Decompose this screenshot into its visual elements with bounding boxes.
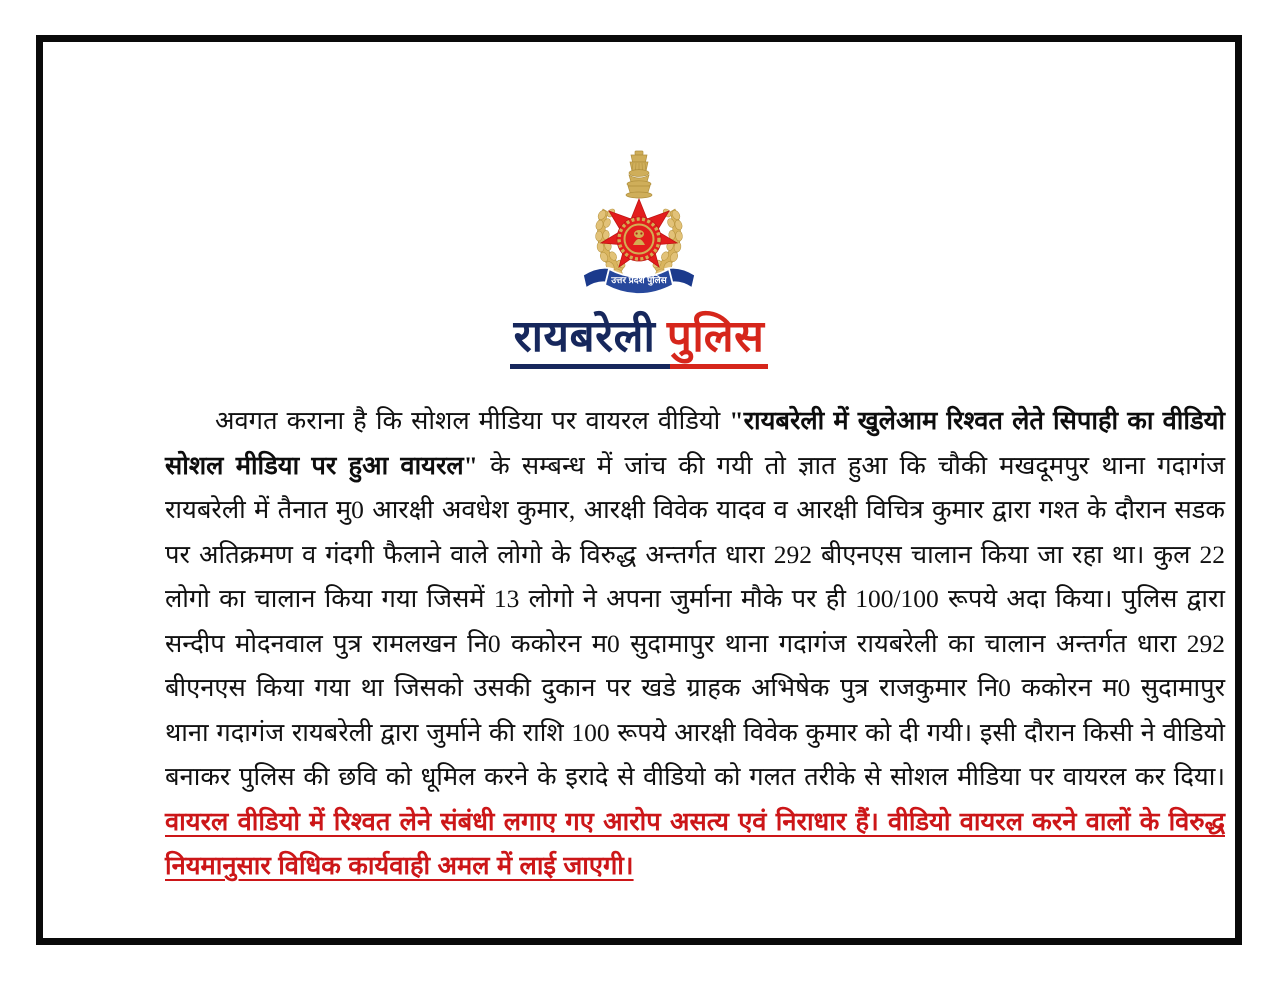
emblem-container — [43, 147, 1235, 307]
title-rule-blue-segment — [510, 364, 670, 369]
page-title — [43, 314, 1235, 360]
body-segment-quoted-headline: "रायबरेली में खुलेआम रिश्वत लेते सिपाही का वीडियो सोशल मीडिया पर हुआ वायरल" — [165, 406, 1225, 480]
body-segment-details: के सम्बन्ध में जांच की गयी तो ज्ञात हुआ कि चौकी मखदूमपुर थाना गदागंज रायबरेली में तैनात मु0 आरक्षी अवधेश कुमार, आरक्षी विवेक यादव व आरक्षी विचित्र कुमार द्वारा गश्त के दौरान सडक पर अतिक्रमण व गंदगी फैलाने वाले लोगो के विरुद्ध अन्तर्गत धारा 292 बीएनएस चालान किया जा रहा था। कुल 22 लोगो का चालान किया गया जिसमें 13 लोगो ने अपना जुर्माना मौके पर ही 100/100 रूपये अदा किया। पुलिस द्वारा सन्दीप मोदनवाल पुत्र रामलखन नि0 ककोरन म0 सुदामापुर थाना गदागंज रायबरेली का चालान अन्तर्गत धारा 292 बीएनएस किया गया था जिसको उसकी दुकान पर खडे ग्राहक अभिषेक पुत्र राजकुमार नि0 ककोरन म0 सुदामापुर थाना गदागंज रायबरेली द्वारा जुर्माने की राशि 100 रूपये आरक्षी विवेक कुमार को दी गयी। इसी दौरान किसी ने वीडियो बनाकर पुलिस की छवि को धूमिल करने के इरादे से वीडियो को गलत तरीके से सोशल मीडिया पर वायरल कर दिया। — [165, 450, 1225, 791]
body-segment-warning: वायरल वीडियो में रिश्वत लेने संबंधी लगाए गए आरोप असत्य एवं निराधार हैं। वीडियो वायरल करने वालों के विरुद्ध नियमानुसार विधिक कार्यवाही अमल में लाई जाएगी। — [165, 806, 1225, 880]
title-space — [655, 312, 667, 361]
poster-border-frame — [36, 35, 1242, 945]
poster-title-block — [43, 314, 1235, 369]
title-part-district: रायबरेली — [513, 312, 656, 361]
body-segment-intro: अवगत कराना है कि सोशल मीडिया पर वायरल वीडियो — [215, 406, 730, 435]
title-underline-rule — [510, 364, 768, 369]
emblem-ribbon-text: उत्तर प्रदेश पुलिस — [611, 275, 667, 285]
uttar-pradesh-police-emblem-icon — [573, 147, 705, 307]
press-note-body — [165, 399, 1225, 889]
title-rule-red-segment — [670, 364, 768, 369]
press-note-paragraph — [165, 399, 1225, 889]
title-part-police: पुलिस — [666, 312, 765, 361]
